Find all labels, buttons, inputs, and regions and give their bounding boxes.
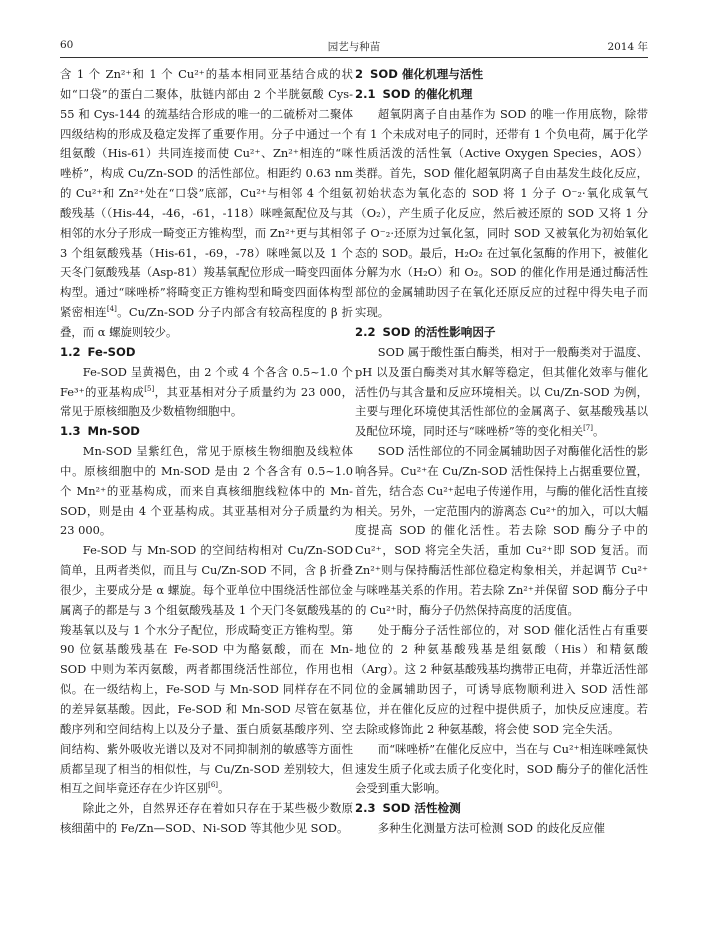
paragraph-metal-cofactors: SOD 活性部位的不同金属辅助因子对酶催化活性的影响各异。Cu²⁺在 Cu/Zn-SOD 活性保持上占据重要位置，首先，结合态 Cu²⁺起电子传递作用，与酶的催化活性直接相关。另外，一定范围内的游离态 Cu²⁺的加入，可以大幅度提高 SOD 的催化活性。若去除 SOD 酶分子中的 Cu²⁺，SOD 将完全失活，重加 Cu²⁺即 SOD 复活。而 Zn²⁺则与保持酶活性部位稳定构象相关，并起调节 Cu²⁺与咪唑基关系的作用。若去除 Zn²⁺并保留 SOD 酶分子中的 Cu²⁺时，酶分子仍然保持高度的活度值。 xyxy=(355,444,648,617)
left-column xyxy=(60,65,353,839)
paragraph-cuzn-structure: 含 1 个 Zn²⁺和 1 个 Cu²⁺的基本相同亚基结合成的状如“口袋”的蛋白二聚体，肽链内部由 2 个半胱氨酸 Cys-55 和 Cys-144 的巯基结合形成的唯一的二硫桥对二聚体四级结构的形成及稳定发挥了重要作用。分子中通过一个组氨酸（His-61）共同连接而使 Cu²⁺、Zn²⁺相连的“咪唑桥”，构成 Cu/Zn-SOD 的活性部位。相距约 0.63 nm 的 Cu²⁺和 Zn²⁺处在“口袋”底部，Cu²⁺与相邻 4 个组氨酸残基（（His-44，-46，-61，-118）咪唑氮配位及与其相邻的水分子形成一畸变正方锥构型，而 Zn²⁺更与其相邻 3 个组氨酸残基（His-61，-69，-78）咪唑氮以及 1 个天冬门氨酸残基（Asp-81）羧基氧配位形成一畸变四面体构型。通过“咪唑桥”将畸变正方锥构型和畸变四面体构型紧密相连[4]。Cu/Zn-SOD 分子内部含有较高程度的 β 折叠，而 α 螺旋则较少。 xyxy=(60,67,353,339)
citation-ref[interactable]: [4] xyxy=(106,305,117,314)
citation-ref[interactable]: [7] xyxy=(583,424,593,433)
header-rule xyxy=(60,57,648,58)
paragraph-amino-acids: 处于酶分子活性部位的，对 SOD 催化活性占有重要地位的 2 种氨基酸残基是组氨酸（His）和精氨酸（Arg）。这 2 种氨基酸残基均携带正电荷，并靠近活性部位的金属辅助因子，可诱导底物顺利进入 SOD 活性部位，并在催化反应的过程中提供质子，加快反应速度。若去除或修饰此 2 种氨基酸，将会使 SOD 完全失活。 xyxy=(355,622,648,736)
section-heading-1-3: 1.3 Mn-SOD xyxy=(60,424,140,439)
issue-year: 2014 年 xyxy=(607,41,648,53)
right-column xyxy=(355,65,648,839)
paragraph-imidazole-bridge: 而“咪唑桥”在催化反应中，当在与 Cu²⁺相连咪唑氮快速发生质子化或去质子化变化时，SOD 酶分子的催化活性会受到重大影响。 xyxy=(355,741,648,796)
section-heading-2-3: 2.3 SOD 活性检测 xyxy=(355,801,461,816)
section-heading-2: 2 SOD 催化机理与活性 xyxy=(355,67,484,81)
paragraph-other-sod: 除此之外，自然界还存在着如只存在于某些极少数原核细菌中的 Fe/Zn—SOD、Ni-SOD 等其他少见 SOD。 xyxy=(60,801,353,836)
section-heading-2-1: 2.1 SOD 的催化机理 xyxy=(355,86,473,101)
journal-name: 园艺与种苗 xyxy=(327,41,381,53)
paragraph-fe-mn-comparison: Fe-SOD 与 Mn-SOD 的空间结构相对 Cu/Zn-SOD 简单，且两者类似，而且与 Cu/Zn-SOD 不同，含 β 折叠很少，主要成分是 α 螺旋。每个亚单位中围绕活性部位金属离子的都是与 3 个组氨酸残基及 1 个天门冬氨酸残基的羧基氧以及与 1 个水分子配位，形成畸变正方锥构型。第 90 位氨基酸残基在 Fe-SOD 中为酪氨酸，而在 Mn-SOD 中则为苯丙氨酸，两者都围绕活性部位，作用也相似。在一级结构上，Fe-SOD 与 Mn-SOD 同样存在不同的差异氨基酸。因此，Fe-SOD 和 Mn-SOD 尽管在氨基酸序列和空间结构上以及分子量、蛋白质氨基酸序列、空间结构、紫外吸收光谱以及对不同抑制剂的敏感等方面性质都呈现了相当的相似性，与 Cu/Zn-SOD 差别较大，但相互之间毕竟还存在少许区别[6]。 xyxy=(60,543,353,796)
paragraph-activity-detection: 多种生化测量方法可检测 SOD 的歧化反应催 xyxy=(377,821,605,836)
citation-ref[interactable]: [6] xyxy=(208,781,219,790)
page-number: 60 xyxy=(60,39,74,51)
section-heading-2-2: 2.2 SOD 的活性影响因子 xyxy=(355,324,496,339)
paragraph-activity-factors: SOD 属于酸性蛋白酶类，相对于一般酶类对于温度、pH 以及蛋白酶类对其水解等稳定，但其催化效率与催化活性仍与其含量和反应环境相关。以 Cu/Zn-SOD 为例，主要与理化环境使其活性部位的金属离子、氨基酸残基以及配位环境，同时还与“咪唑桥”等的变化相关[7]。 xyxy=(355,344,648,439)
citation-ref[interactable]: [5] xyxy=(144,384,155,393)
section-heading-1-2: 1.2 Fe-SOD xyxy=(60,344,136,359)
paragraph-catalytic-mechanism: 超氧阴离子自由基作为 SOD 的唯一作用底物，除带有 1 个未成对电子的同时，还带有 1 个负电荷，属于化学性质活泼的活性氧（Active Oxygen Species，AOS）类群。首先，SOD 催化超氧阴离子自由基发生歧化反应，初始状态为氧化态的 SOD 将 1 分子 O⁻₂·氧化成氧气（O₂），产生质子化反应，然后被还原的 SOD 又将 1 分子 O⁻₂·还原为过氧化氢，同时 SOD 又被氧化为初始氧化态的 SOD。最后，H₂O₂ 在过氧化氢酶的作用下，被催化分解为水（H₂O）和 O₂。SOD 的催化作用是通过酶活性部位的金属辅助因子在氧化还原反应的过程中得失电子而实现。 xyxy=(355,106,648,320)
paragraph-mn-sod: Mn-SOD 呈紫红色，常见于原核生物细胞及线粒体中。原核细胞中的 Mn-SOD 是由 2 个各含有 0.5~1.0 个 Mn²⁺的亚基构成，而来自真核细胞线粒体中的 Mn-SOD，则是由 4 个亚基构成。其亚基相对分子质量约为 23 000。 xyxy=(60,444,353,538)
paragraph-fe-sod: Fe-SOD 呈黄褐色，由 2 个或 4 个各含 0.5~1.0 个 Fe³⁺的亚基构成[5]，其亚基相对分子质量约为 23 000，常见于原核细胞及少数植物细胞中。 xyxy=(60,364,353,419)
running-header xyxy=(60,35,648,55)
